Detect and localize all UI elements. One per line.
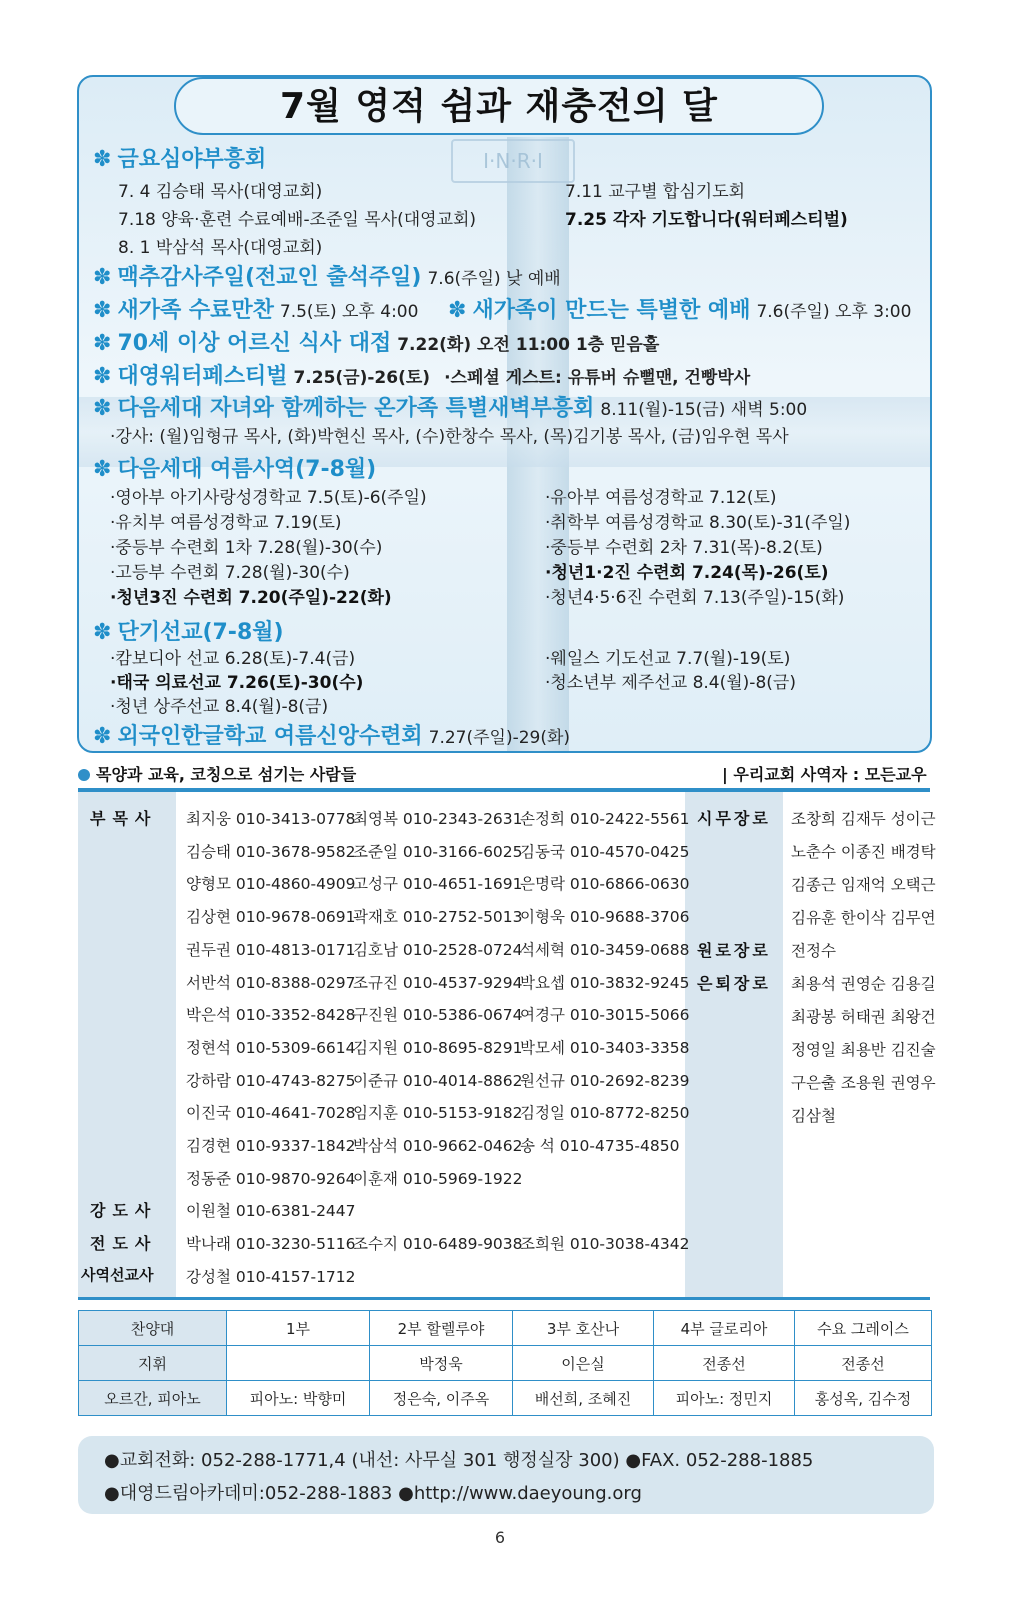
star-icon: ✽ <box>93 457 112 482</box>
elder-entry: 김삼철 <box>791 1107 836 1125</box>
table-header: 2부 할렐루야 <box>370 1311 513 1346</box>
staff-entry: 김정일 010-8772-8250 <box>520 1104 690 1123</box>
evangelist-label: 전도사 <box>90 1234 158 1253</box>
mission-item: ·청년 상주선교 8.4(월)-8(금) <box>110 697 329 717</box>
staff-entry: 조규진 010-4537-9294 <box>353 973 523 992</box>
staff-entry: 조준일 010-3166-6025 <box>353 842 523 861</box>
staff-entry: 조희원 010-3038-4342 <box>520 1235 690 1253</box>
table-cell: 전종선 <box>654 1346 795 1381</box>
staff-entry: 김승태 010-3678-9582 <box>186 842 356 861</box>
label-column <box>78 792 176 1297</box>
summer-item: ·취학부 여름성경학교 8.30(토)-31(주일) <box>545 513 851 533</box>
new-family-heading: ✽ 새가족 수료만찬 7.5(토) 오후 4:00 <box>93 298 419 323</box>
table-cell: 배선희, 조혜진 <box>513 1381 654 1416</box>
staff-entry: 박모세 010-3403-3358 <box>520 1038 690 1057</box>
staff-entry: 김동국 010-4570-0425 <box>520 842 690 861</box>
table-header: 수요 그레이스 <box>795 1311 932 1346</box>
table-cell: 피아노: 박향미 <box>227 1381 370 1416</box>
short-mission-heading: ✽ 단기선교(7-8월) <box>93 620 284 645</box>
thanksgiving-heading: ✽ 맥추감사주일(전교인 출석주일) 7.6(주일) 낮 예배 <box>93 265 561 290</box>
elder-entry: 구은출 조용원 권영우 <box>791 1074 936 1092</box>
summer-item: ·중등부 수련회 2차 7.31(목)-8.2(토) <box>545 538 823 558</box>
staff-entry: 정동준 010-9870-9264 <box>186 1169 356 1188</box>
staff-entry: 박삼석 010-9662-0462 <box>353 1137 523 1155</box>
elder-entry: 전정수 <box>791 942 836 960</box>
star-icon: ✽ <box>93 364 112 389</box>
star-icon: ✽ <box>93 724 112 749</box>
summer-item: ·청년1·2진 수련회 7.24(목)-26(토) <box>545 563 829 583</box>
staff-entry: 강성철 010-4157-1712 <box>186 1268 356 1286</box>
staff-entry: 고성구 010-4651-1691 <box>353 875 523 894</box>
table-row <box>79 1346 932 1381</box>
staff-entry: 여경구 010-3015-5066 <box>520 1006 690 1025</box>
table-header: 4부 글로리아 <box>654 1311 795 1346</box>
elder-entry: 정영일 최용반 김진술 <box>791 1041 936 1059</box>
retired-elder-label: 은퇴장로 <box>697 974 771 993</box>
summer-item: ·유아부 여름성경학교 7.12(토) <box>545 488 777 508</box>
table-cell <box>227 1346 370 1381</box>
star-icon: ✽ <box>93 620 112 645</box>
staff-entry: 은명락 010-6866-0630 <box>520 875 690 894</box>
staff-entry: 정현석 010-5309-6614 <box>186 1038 356 1057</box>
water-festival-heading: ✽ 대영워터페스티벌 7.25(금)-26(토) ·스페셜 게스트: 유튜버 슈뻘맨, 건빵박사 <box>93 364 751 389</box>
mission-item: ·태국 의료선교 7.26(토)-30(수) <box>110 673 364 693</box>
staff-entry: 석세혁 010-3459-0688 <box>520 940 690 959</box>
staff-entry: 원선규 010-2692-8239 <box>520 1071 690 1090</box>
staff-entry: 박요셉 010-3832-9245 <box>520 973 690 992</box>
page-number: 6 <box>494 1528 506 1547</box>
schedule-item: 7.11 교구별 합심기도회 <box>565 182 746 202</box>
table-cell: 전종선 <box>795 1346 932 1381</box>
lecturer-label: 강도사 <box>90 1201 158 1220</box>
missionary-label: 사역선교사 <box>81 1266 154 1284</box>
label-column <box>685 792 783 1297</box>
staff-entry: 이훈재 010-5969-1922 <box>353 1169 523 1188</box>
staff-entry: 조수지 010-6489-9038 <box>353 1235 523 1253</box>
schedule-item: 8. 1 박삼석 목사(대영교회) <box>118 238 323 258</box>
staff-entry: 김경현 010-9337-1842 <box>186 1137 356 1155</box>
title-banner <box>174 77 824 135</box>
choir-table <box>78 1310 932 1416</box>
schedule-item: 7.18 양육·훈련 수료예배-조준일 목사(대영교회) <box>118 210 477 230</box>
summer-item: ·청년3진 수련회 7.20(주일)-22(화) <box>110 588 392 608</box>
inri-sign: I·N·R·I <box>451 139 575 183</box>
staff-entry: 이원철 010-6381-2447 <box>186 1202 356 1220</box>
phone-line: ●교회전화: 052-288-1771,4 (내선: 사무실 301 행정실장 300) ●FAX. 052-288-1885 <box>104 1450 814 1471</box>
mission-item: ·웨일스 기도선교 7.7(월)-19(토) <box>545 649 791 669</box>
staff-entry: 서반석 010-8388-0297 <box>186 973 356 992</box>
table-row <box>79 1311 932 1346</box>
page-title: 7월 영적 쉼과 재충전의 달 <box>280 86 718 127</box>
senior-elder-label: 원로장로 <box>697 941 771 960</box>
divider <box>78 1297 930 1300</box>
table-header: 1부 <box>227 1311 370 1346</box>
staff-entry: 김지원 010-8695-8291 <box>353 1038 523 1057</box>
elder-entry: 김종근 임재억 오택근 <box>791 876 936 894</box>
foreign-school-heading: ✽ 외국인한글학교 여름신앙수련회 7.27(주일)-29(화) <box>93 724 571 749</box>
staff-entry: 김상현 010-9678-0691 <box>186 908 356 927</box>
dawn-revival-heading: ✽ 다음세대 자녀와 함께하는 온가족 특별새벽부흥회 8.11(월)-15(금) 새벽 5:00 <box>93 396 808 421</box>
staff-heading: 목양과 교육, 코칭으로 섬기는 사람들 <box>78 762 356 785</box>
table-row <box>79 1381 932 1416</box>
summer-item: ·중등부 수련회 1차 7.28(월)-30(수) <box>110 538 383 558</box>
mission-item: ·캄보디아 선교 6.28(토)-7.4(금) <box>110 649 356 669</box>
star-icon: ✽ <box>93 147 112 172</box>
contact-box <box>78 1436 934 1514</box>
table-cell: 피아노: 정민지 <box>654 1381 795 1416</box>
staff-entry: 이형욱 010-9688-3706 <box>520 908 690 927</box>
star-icon: ✽ <box>93 396 112 421</box>
table-cell: 정은숙, 이주옥 <box>370 1381 513 1416</box>
associate-label: 부목사 <box>90 809 158 828</box>
elder-entry: 조창희 김재두 성이근 <box>791 810 936 828</box>
friday-revival-heading: ✽ 금요심야부흥회 <box>93 147 267 172</box>
active-elder-label: 시무장로 <box>697 809 771 828</box>
summer-item: ·청년4·5·6진 수련회 7.13(주일)-15(화) <box>545 588 845 608</box>
mission-item: ·청소년부 제주선교 8.4(월)-8(금) <box>545 673 796 693</box>
divider <box>78 788 930 792</box>
staff-entry: 송 석 010-4735-4850 <box>520 1137 680 1155</box>
elder-entry: 최광봉 허태권 최왕건 <box>791 1008 936 1026</box>
summer-item: ·영아부 아기사랑성경학교 7.5(토)-6(주일) <box>110 488 427 508</box>
staff-entry: 최영복 010-2343-2631 <box>353 810 523 828</box>
summer-item: ·고등부 수련회 7.28(월)-30(수) <box>110 563 350 583</box>
bullet-icon <box>78 769 90 781</box>
table-header: 찬양대 <box>79 1311 227 1346</box>
elder-entry: 노춘수 이종진 배경탁 <box>791 843 936 861</box>
elder-entry: 최용석 권영순 김용길 <box>791 975 936 993</box>
table-cell: 홍성옥, 김수정 <box>795 1381 932 1416</box>
star-icon: ✽ <box>93 331 112 356</box>
table-cell: 이은실 <box>513 1346 654 1381</box>
new-family-worship-heading: ✽ 새가족이 만드는 특별한 예배 7.6(주일) 오후 3:00 <box>448 298 912 323</box>
staff-entry: 손정희 010-2422-5561 <box>520 810 690 828</box>
staff-entry: 이준규 010-4014-8862 <box>353 1071 523 1090</box>
staff-entry: 임지훈 010-5153-9182 <box>353 1104 523 1123</box>
schedule-item: 7.25 각자 기도합니다(워터페스티벌) <box>565 210 848 230</box>
summer-item: ·유치부 여름성경학교 7.19(토) <box>110 513 342 533</box>
staff-entry: 박은석 010-3352-8428 <box>186 1006 356 1025</box>
star-icon: ✽ <box>448 298 467 323</box>
staff-entry: 강하람 010-4743-8275 <box>186 1071 356 1090</box>
staff-note: | 우리교회 사역자 : 모든교우 <box>722 765 927 784</box>
table-header: 3부 호산나 <box>513 1311 654 1346</box>
staff-entry: 이진국 010-4641-7028 <box>186 1104 356 1123</box>
staff-entry: 김호남 010-2528-0724 <box>353 940 523 959</box>
elders-meal-heading: ✽ 70세 이상 어르신 식사 대접 7.22(화) 오전 11:00 1층 믿음홀 <box>93 331 660 356</box>
schedule-item: 7. 4 김승태 목사(대영교회) <box>118 182 323 202</box>
table-cell: 오르간, 피아노 <box>79 1381 227 1416</box>
staff-entry: 박나래 010-3230-5116 <box>186 1235 356 1253</box>
star-icon: ✽ <box>93 265 112 290</box>
staff-entry: 최지웅 010-3413-0778 <box>186 810 356 828</box>
summer-ministry-heading: ✽ 다음세대 여름사역(7-8월) <box>93 457 377 482</box>
star-icon: ✽ <box>93 298 112 323</box>
website-line[interactable]: ●대영드림아카데미:052-288-1883 ●http://www.daeyoung.org <box>104 1483 642 1504</box>
staff-entry: 양형모 010-4860-4909 <box>186 875 356 894</box>
staff-entry: 곽재호 010-2752-5013 <box>353 908 523 927</box>
staff-entry: 구진원 010-5386-0674 <box>353 1006 523 1025</box>
elder-entry: 김유훈 한이삭 김무연 <box>791 909 936 927</box>
table-cell: 지휘 <box>79 1346 227 1381</box>
dawn-speakers: ·강사: (월)임형규 목사, (화)박현신 목사, (수)한창수 목사, (목)김기봉 목사, (금)임우현 목사 <box>110 427 789 447</box>
table-cell: 박정욱 <box>370 1346 513 1381</box>
staff-entry: 권두권 010-4813-0171 <box>186 940 356 959</box>
